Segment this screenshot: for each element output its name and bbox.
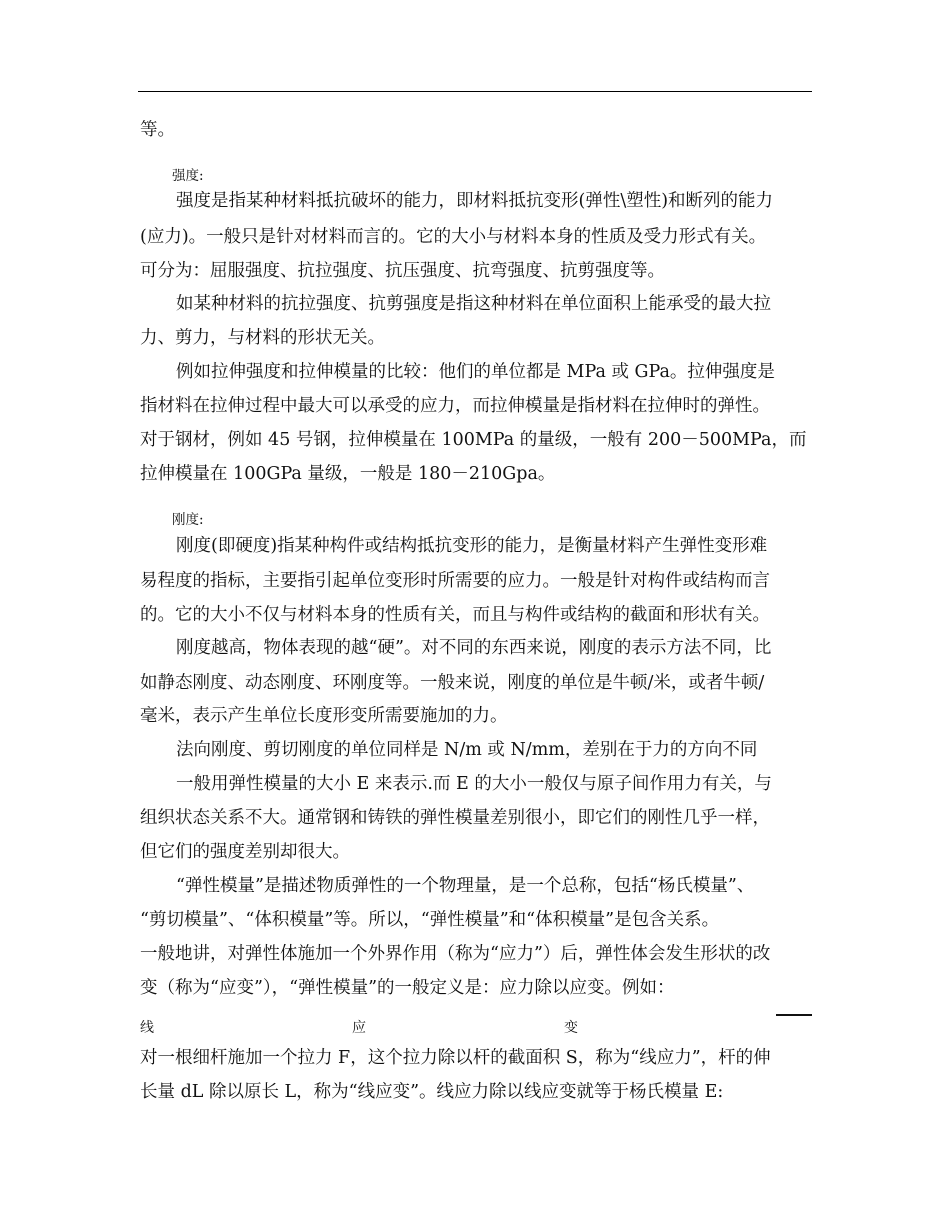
text-line: 例如拉伸强度和拉伸模量的比较：他们的单位都是 MPa 或 GPa。拉伸强度是 <box>176 362 775 382</box>
spread-char: 变 <box>564 1020 578 1036</box>
text-line: 可分为：屈服强度、抗拉强度、抗压强度、抗弯强度、抗剪强度等。 <box>140 261 665 281</box>
text-line: “剪切模量”、“体积模量”等。所以，“弹性模量”和“体积模量”是包含关系。 <box>140 910 720 930</box>
text-line: 对一根细杆施加一个拉力 F，这个拉力除以杆的截面积 S，称为“线应力”，杆的伸 <box>140 1048 771 1068</box>
text-line: 但它们的强度差别却很大。 <box>140 842 350 862</box>
text-line: (应力)。一般只是针对材料而言的。它的大小与材料本身的性质及受力形式有关。 <box>140 227 767 247</box>
text-line: 如某种材料的抗拉强度、抗剪强度是指这种材料在单位面积上能承受的最大拉 <box>176 294 771 314</box>
text-line: 组织状态关系不大。通常钢和铸铁的弹性模量差别很小，即它们的刚性几乎一样， <box>140 808 770 828</box>
text-line: 变（称为“应变”），“弹性模量”的一般定义是：应力除以应变。例如： <box>140 978 675 998</box>
dash-rule <box>776 1014 812 1016</box>
text-line: 的。它的大小不仅与材料本身的性质有关，而且与构件或结构的截面和形状有关。 <box>140 605 770 625</box>
text-line: 拉伸模量在 100GPa 量级，一般是 180－210Gpa。 <box>140 464 556 484</box>
section-heading-strength: 强度: <box>172 168 204 184</box>
text-line: 法向刚度、剪切刚度的单位同样是 N/m 或 N/mm，差别在于力的方向不同 <box>176 740 758 760</box>
text-line: 长量 dL 除以原长 L，称为“线应变”。线应力除以线应变就等于杨氏模量 E: <box>140 1082 724 1102</box>
text-line: 一般地讲，对弹性体施加一个外界作用（称为“应力”）后，弹性体会发生形状的改 <box>140 944 771 964</box>
text-line: 强度是指某种材料抵抗破坏的能力，即材料抵抗变形(弹性\塑性)和断列的能力 <box>176 191 774 211</box>
text-line: 刚度越高，物体表现的越“硬”。对不同的东西来说，刚度的表示方法不同，比 <box>176 638 772 658</box>
header-rule <box>138 91 812 92</box>
text-line: 力、剪力，与材料的形状无关。 <box>140 328 385 348</box>
text-line: 刚度(即硬度)指某种构件或结构抵抗变形的能力，是衡量材料产生弹性变形难 <box>176 536 768 556</box>
text-line: 指材料在拉伸过程中最大可以承受的应力，而拉伸模量是指材料在拉伸时的弹性。 <box>140 396 770 416</box>
text-line: 如静态刚度、动态刚度、环刚度等。一般来说，刚度的单位是牛顿/米，或者牛顿/ <box>140 673 765 693</box>
text-line: 等。 <box>140 120 175 140</box>
text-line: 对于钢材，例如 45 号钢，拉伸模量在 100MPa 的量级，一般有 200－500MPa，而 <box>140 430 807 450</box>
text-line: 易程度的指标，主要指引起单位变形时所需要的应力。一般是针对构件或结构而言 <box>140 571 770 591</box>
text-line: 毫米，表示产生单位长度形变所需要施加的力。 <box>140 706 508 726</box>
text-line: “弹性模量”是描述物质弹性的一个物理量，是一个总称，包括“杨氏模量”、 <box>176 876 755 896</box>
spread-line <box>140 1014 812 1042</box>
text-line: 一般用弹性模量的大小 E 来表示.而 E 的大小一般仅与原子间作用力有关，与 <box>176 774 772 794</box>
spread-char: 应 <box>352 1020 366 1036</box>
spread-char: 线 <box>140 1020 154 1036</box>
section-heading-stiffness: 刚度: <box>172 512 204 528</box>
